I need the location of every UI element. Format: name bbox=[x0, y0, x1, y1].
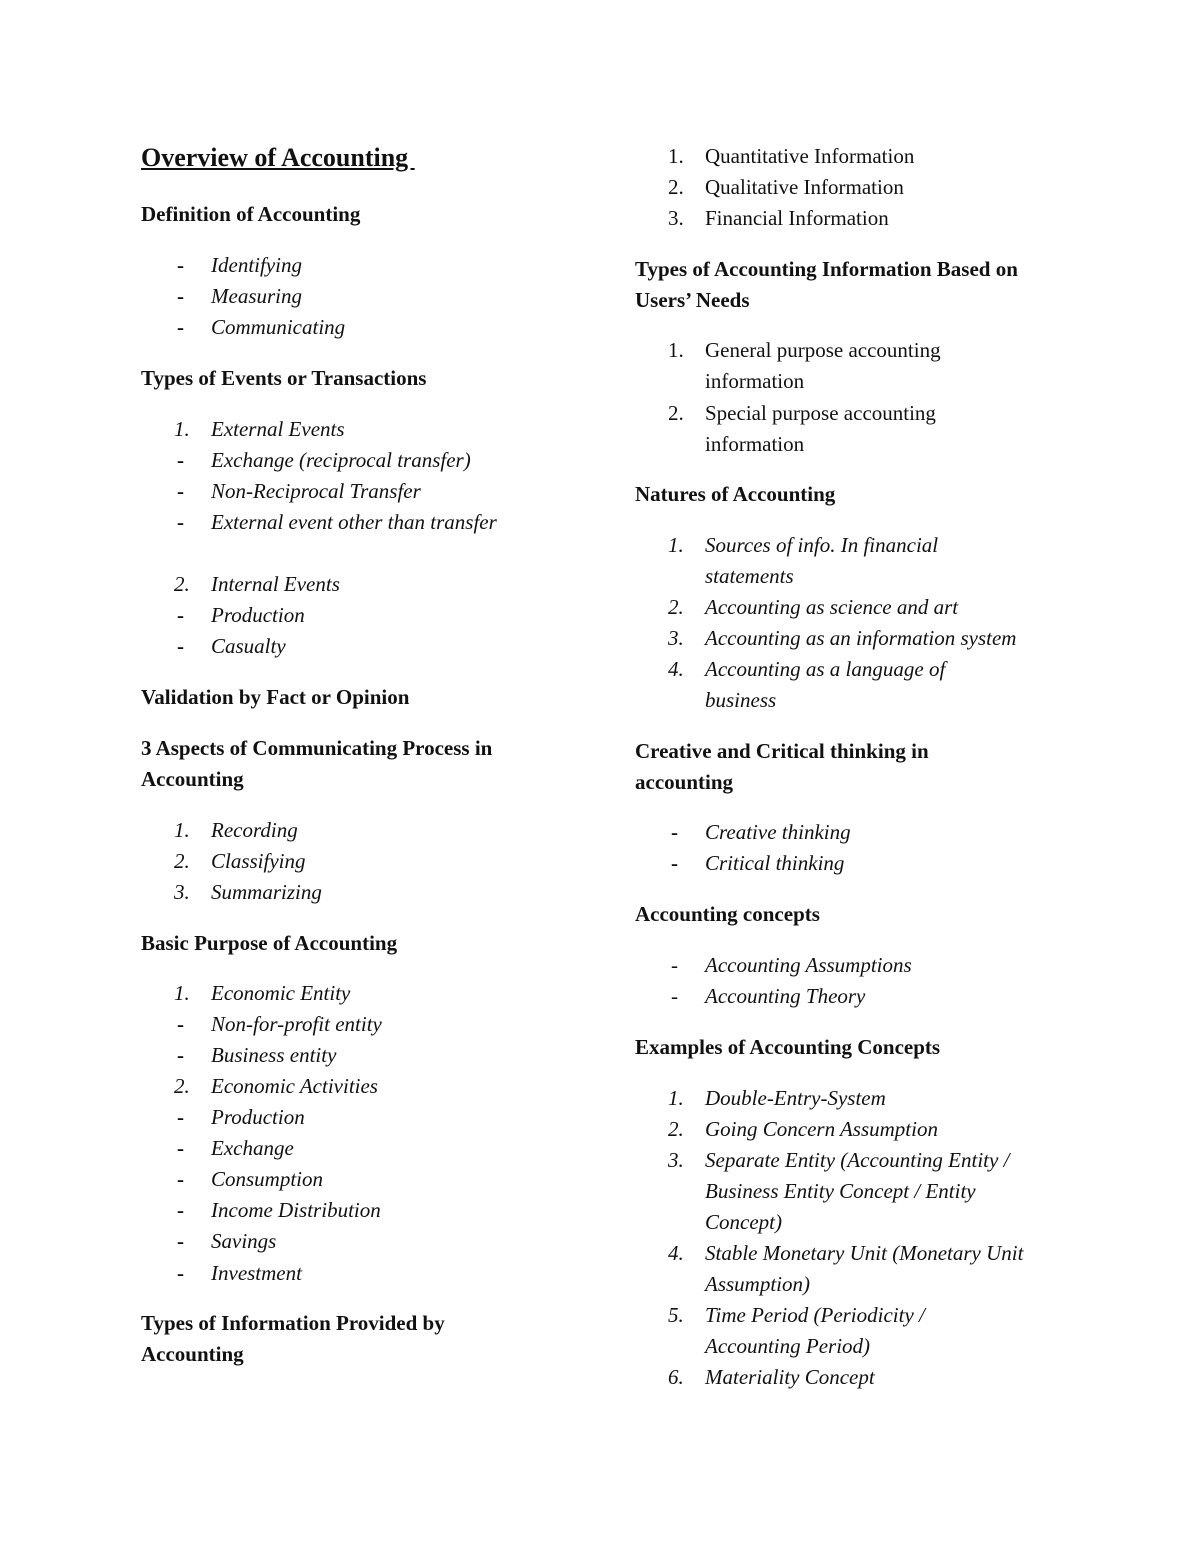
heading-examples: Examples of Accounting Concepts bbox=[635, 1035, 941, 1059]
list-item-text: Quantitative Information bbox=[705, 144, 915, 168]
list-item-text: Stable Monetary Unit (Monetary Unit Assumption) bbox=[705, 1241, 1024, 1296]
heading-definition: Definition of Accounting bbox=[141, 202, 361, 226]
dash-marker: - bbox=[671, 953, 678, 977]
dash-marker: - bbox=[177, 1043, 184, 1067]
list-item-text: Special purpose accounting information bbox=[705, 401, 936, 456]
dash-marker: - bbox=[177, 448, 184, 472]
dash-marker: - bbox=[177, 1167, 184, 1191]
number-marker: 2. bbox=[668, 401, 684, 425]
list-item-text: Critical thinking bbox=[705, 851, 845, 875]
number-marker: 1. bbox=[668, 533, 684, 557]
number-marker: 2. bbox=[174, 1074, 190, 1098]
dash-marker: - bbox=[177, 1105, 184, 1129]
number-marker: 1. bbox=[668, 1086, 684, 1110]
list-item-text: Consumption bbox=[211, 1167, 324, 1191]
dash-marker: - bbox=[177, 1136, 184, 1160]
number-marker: 3. bbox=[174, 880, 190, 904]
list-item-text: Accounting as an information system bbox=[705, 626, 1017, 650]
list-item-text: External Events bbox=[211, 417, 345, 441]
dash-marker: - bbox=[177, 603, 184, 627]
number-marker: 2. bbox=[668, 1117, 684, 1141]
number-marker: 2. bbox=[668, 175, 684, 199]
number-marker: 2. bbox=[668, 595, 684, 619]
heading-natures: Natures of Accounting bbox=[635, 482, 836, 506]
heading-info-types: Types of Information Provided by Accounting bbox=[141, 1311, 445, 1366]
list-item-text: Materiality Concept bbox=[705, 1365, 875, 1389]
list-item-text: Income Distribution bbox=[211, 1198, 381, 1222]
list-item-text: Non-Reciprocal Transfer bbox=[211, 479, 421, 503]
dash-marker: - bbox=[671, 984, 678, 1008]
dash-marker: - bbox=[671, 851, 678, 875]
heading-creative: Creative and Critical thinking in accounting bbox=[635, 739, 929, 794]
number-marker: 2. bbox=[174, 572, 190, 596]
list-item-text: Measuring bbox=[211, 284, 302, 308]
number-marker: 5. bbox=[668, 1303, 684, 1327]
heading-validation: Validation by Fact or Opinion bbox=[141, 685, 410, 709]
list-item-text: Time Period (Periodicity / Accounting Period) bbox=[705, 1303, 925, 1358]
dash-marker: - bbox=[177, 479, 184, 503]
list-item-text: Exchange (reciprocal transfer) bbox=[211, 448, 471, 472]
list-item-text: Sources of info. In financial statements bbox=[705, 533, 939, 588]
list-item-text: Classifying bbox=[211, 849, 306, 873]
heading-purpose: Basic Purpose of Accounting bbox=[141, 931, 398, 955]
number-marker: 2. bbox=[174, 849, 190, 873]
heading-concepts: Accounting concepts bbox=[635, 902, 820, 926]
list-item-text: Economic Entity bbox=[211, 981, 351, 1005]
dash-marker: - bbox=[177, 1198, 184, 1222]
dash-marker: - bbox=[177, 1229, 184, 1253]
number-marker: 4. bbox=[668, 1241, 684, 1265]
number-marker: 1. bbox=[668, 338, 684, 362]
number-marker: 1. bbox=[668, 144, 684, 168]
dash-marker: - bbox=[177, 510, 184, 534]
list-item-text: Creative thinking bbox=[705, 820, 851, 844]
list-item-text: General purpose accounting information bbox=[705, 338, 941, 393]
list-item-text: Identifying bbox=[211, 253, 302, 277]
list-item-text: Internal Events bbox=[211, 572, 340, 596]
list-item-text: Separate Entity (Accounting Entity / Business Entity Concept / Entity Concept) bbox=[705, 1148, 1010, 1234]
list-item-text: Accounting as science and art bbox=[705, 595, 959, 619]
page-title: Overview of Accounting bbox=[141, 143, 415, 172]
heading-aspects: 3 Aspects of Communicating Process in Accounting bbox=[141, 736, 493, 791]
list-item-text: Going Concern Assumption bbox=[705, 1117, 938, 1141]
list-item-text: Savings bbox=[211, 1229, 277, 1253]
number-marker: 3. bbox=[668, 206, 684, 230]
dash-marker: - bbox=[177, 1012, 184, 1036]
number-marker: 3. bbox=[668, 626, 684, 650]
number-marker: 1. bbox=[174, 818, 190, 842]
list-item-text: Accounting Theory bbox=[705, 984, 866, 1008]
list-item-text: Accounting as a language of business bbox=[705, 657, 946, 712]
number-marker: 6. bbox=[668, 1365, 684, 1389]
list-item-text: Production bbox=[211, 603, 305, 627]
number-marker: 1. bbox=[174, 981, 190, 1005]
list-item-text: Economic Activities bbox=[211, 1074, 378, 1098]
list-item-text: Financial Information bbox=[705, 206, 889, 230]
list-item-text: Accounting Assumptions bbox=[705, 953, 912, 977]
number-marker: 3. bbox=[668, 1148, 684, 1172]
dash-marker: - bbox=[177, 1261, 184, 1285]
list-item-text: Summarizing bbox=[211, 880, 322, 904]
list-item-text: Casualty bbox=[211, 634, 286, 658]
dash-marker: - bbox=[177, 253, 184, 277]
list-item-text: Non-for-profit entity bbox=[211, 1012, 382, 1036]
dash-marker: - bbox=[671, 820, 678, 844]
number-marker: 4. bbox=[668, 657, 684, 681]
dash-marker: - bbox=[177, 634, 184, 658]
list-item-text: External event other than transfer bbox=[211, 510, 497, 534]
list-item-text: Production bbox=[211, 1105, 305, 1129]
heading-users-needs: Types of Accounting Information Based on Users’ Needs bbox=[635, 257, 1018, 312]
list-item-text: Investment bbox=[211, 1261, 302, 1285]
list-item-text: Qualitative Information bbox=[705, 175, 904, 199]
list-item-text: Business entity bbox=[211, 1043, 337, 1067]
number-marker: 1. bbox=[174, 417, 190, 441]
list-item-text: Communicating bbox=[211, 315, 346, 339]
list-item-text: Double-Entry-System bbox=[705, 1086, 886, 1110]
dash-marker: - bbox=[177, 284, 184, 308]
heading-events: Types of Events or Transactions bbox=[141, 366, 427, 390]
dash-marker: - bbox=[177, 315, 184, 339]
list-item-text: Exchange bbox=[211, 1136, 294, 1160]
list-item-text: Recording bbox=[211, 818, 298, 842]
